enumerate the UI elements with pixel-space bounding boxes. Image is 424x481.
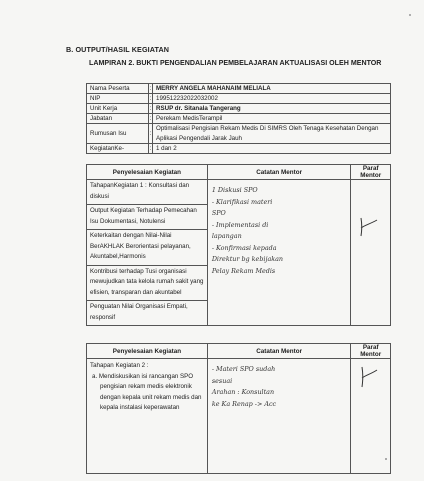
handwritten-line: Direktur bg kebijakan (211, 255, 284, 263)
info-value: 1 dan 2 (153, 144, 391, 154)
info-value: Perekam MedisTerampil (153, 114, 391, 124)
info-label: Jabatan (87, 114, 149, 124)
info-value: Optimalisasi Pengisian Rekam Medis Di SIMRS Oleh Tenaga Kesehatan Dengan Aplikasi Pengendali Jarak Jauh (153, 124, 391, 144)
info-row (87, 144, 391, 154)
header-penyelesaian: Penyelesaian Kegiatan (87, 344, 208, 359)
info-label: Unit Kerja (87, 104, 149, 114)
info-value: 199512232022032002 (153, 94, 391, 104)
handwritten-line: - Materi SPO sudah (211, 365, 276, 373)
kegiatan-2-items (87, 359, 208, 474)
info-label: KegiatanKe- (87, 144, 149, 154)
info-colon: : (149, 124, 153, 144)
info-label: Nama Peserta (87, 84, 149, 94)
handwritten-line: Arahan : Konsultan (211, 388, 275, 396)
info-colon: : (149, 95, 152, 102)
handwritten-line: - Klarifikasi materi (211, 197, 273, 206)
info-colon: : (149, 145, 152, 152)
table-header-row (87, 344, 391, 359)
handwritten-line: ke Ka Renap -> Acc (211, 399, 277, 408)
kegiatan-1-row (87, 180, 391, 326)
list-item: Kontribusi terhadap Tusi organisasi mewujudkan tata kelola rumah sakit yang efisien, transparan dan akuntabel (87, 266, 207, 302)
handwritten-line: 1 Diskusi SPO (211, 186, 258, 194)
info-row (87, 94, 391, 104)
list-item: Output Kegiatan Terhadap Pemecahan Isu Dokumentasi, Notulensi (87, 205, 207, 230)
header-catatan: Catatan Mentor (207, 165, 351, 180)
info-label: Rumusan Isu (87, 124, 149, 144)
handwritten-line: - Implementasi di (211, 220, 269, 229)
header-paraf: Paraf Mentor (351, 344, 391, 359)
header-penyelesaian: Penyelesaian Kegiatan (87, 165, 208, 180)
info-row (87, 124, 391, 144)
list-item: Penguatan Nilai Organisasi Empati, responsif (90, 303, 188, 321)
mentor-notes-2 (207, 359, 351, 474)
info-row (87, 84, 391, 94)
info-colon: : (149, 105, 152, 112)
mentor-notes-1 (207, 180, 351, 326)
mentor-paraf-2 (351, 359, 391, 474)
handwritten-line: Pelay Rekam Medis (211, 266, 276, 275)
info-row (87, 104, 391, 114)
header-catatan: Catatan Mentor (207, 344, 351, 359)
scan-speck (409, 14, 411, 16)
section-title: B. OUTPUT/HASIL KEGIATAN (66, 45, 170, 54)
list-item: TahapanKegiatan 1 : Konsultasi dan diskusi (87, 180, 207, 205)
info-row (87, 114, 391, 124)
tahapan-label: Tahapan Kegiatan 2 : (90, 362, 149, 369)
signature-mark (355, 365, 381, 389)
info-value: RSUP dr. Sitanala Tangerang (153, 104, 391, 114)
list-item: Keterkaitan dengan Nilai-Nilai BerAKHLAK Berorientasi pelayanan, Akuntabel,Harmonis (87, 230, 207, 266)
kegiatan-2-table (86, 343, 391, 474)
handwritten-line: lapangan (211, 232, 242, 240)
kegiatan-1-table (86, 164, 391, 326)
kegiatan-2-row (87, 359, 391, 474)
lampiran-title: LAMPIRAN 2. BUKTI PENGENDALIAN PEMBELAJARAN AKTUALISASI OLEH MENTOR (89, 59, 382, 67)
info-colon: : (149, 85, 152, 92)
handwritten-line: - Konfirmasi kepada (211, 243, 277, 252)
handwritten-line: SPO (211, 209, 226, 217)
kegiatan-1-items (87, 180, 208, 326)
info-label: NIP (87, 94, 149, 104)
signature-mark (355, 216, 381, 238)
list-item: a. Mendiskusikan isi rancangan SPO pengisian rekam medis elektronik dengan kepala unit rekam medis dan kepala instalasi keperawatan (92, 372, 202, 411)
participant-info-table (86, 83, 391, 154)
header-paraf: Paraf Mentor (351, 165, 391, 180)
scan-speck (385, 458, 387, 460)
info-value: MERRY ANGELA MAHANAIM MELIALA (153, 84, 391, 94)
table-header-row (87, 165, 391, 180)
info-colon: : (149, 115, 152, 122)
handwritten-line: sesuai (211, 376, 233, 385)
mentor-paraf-1 (351, 180, 391, 326)
